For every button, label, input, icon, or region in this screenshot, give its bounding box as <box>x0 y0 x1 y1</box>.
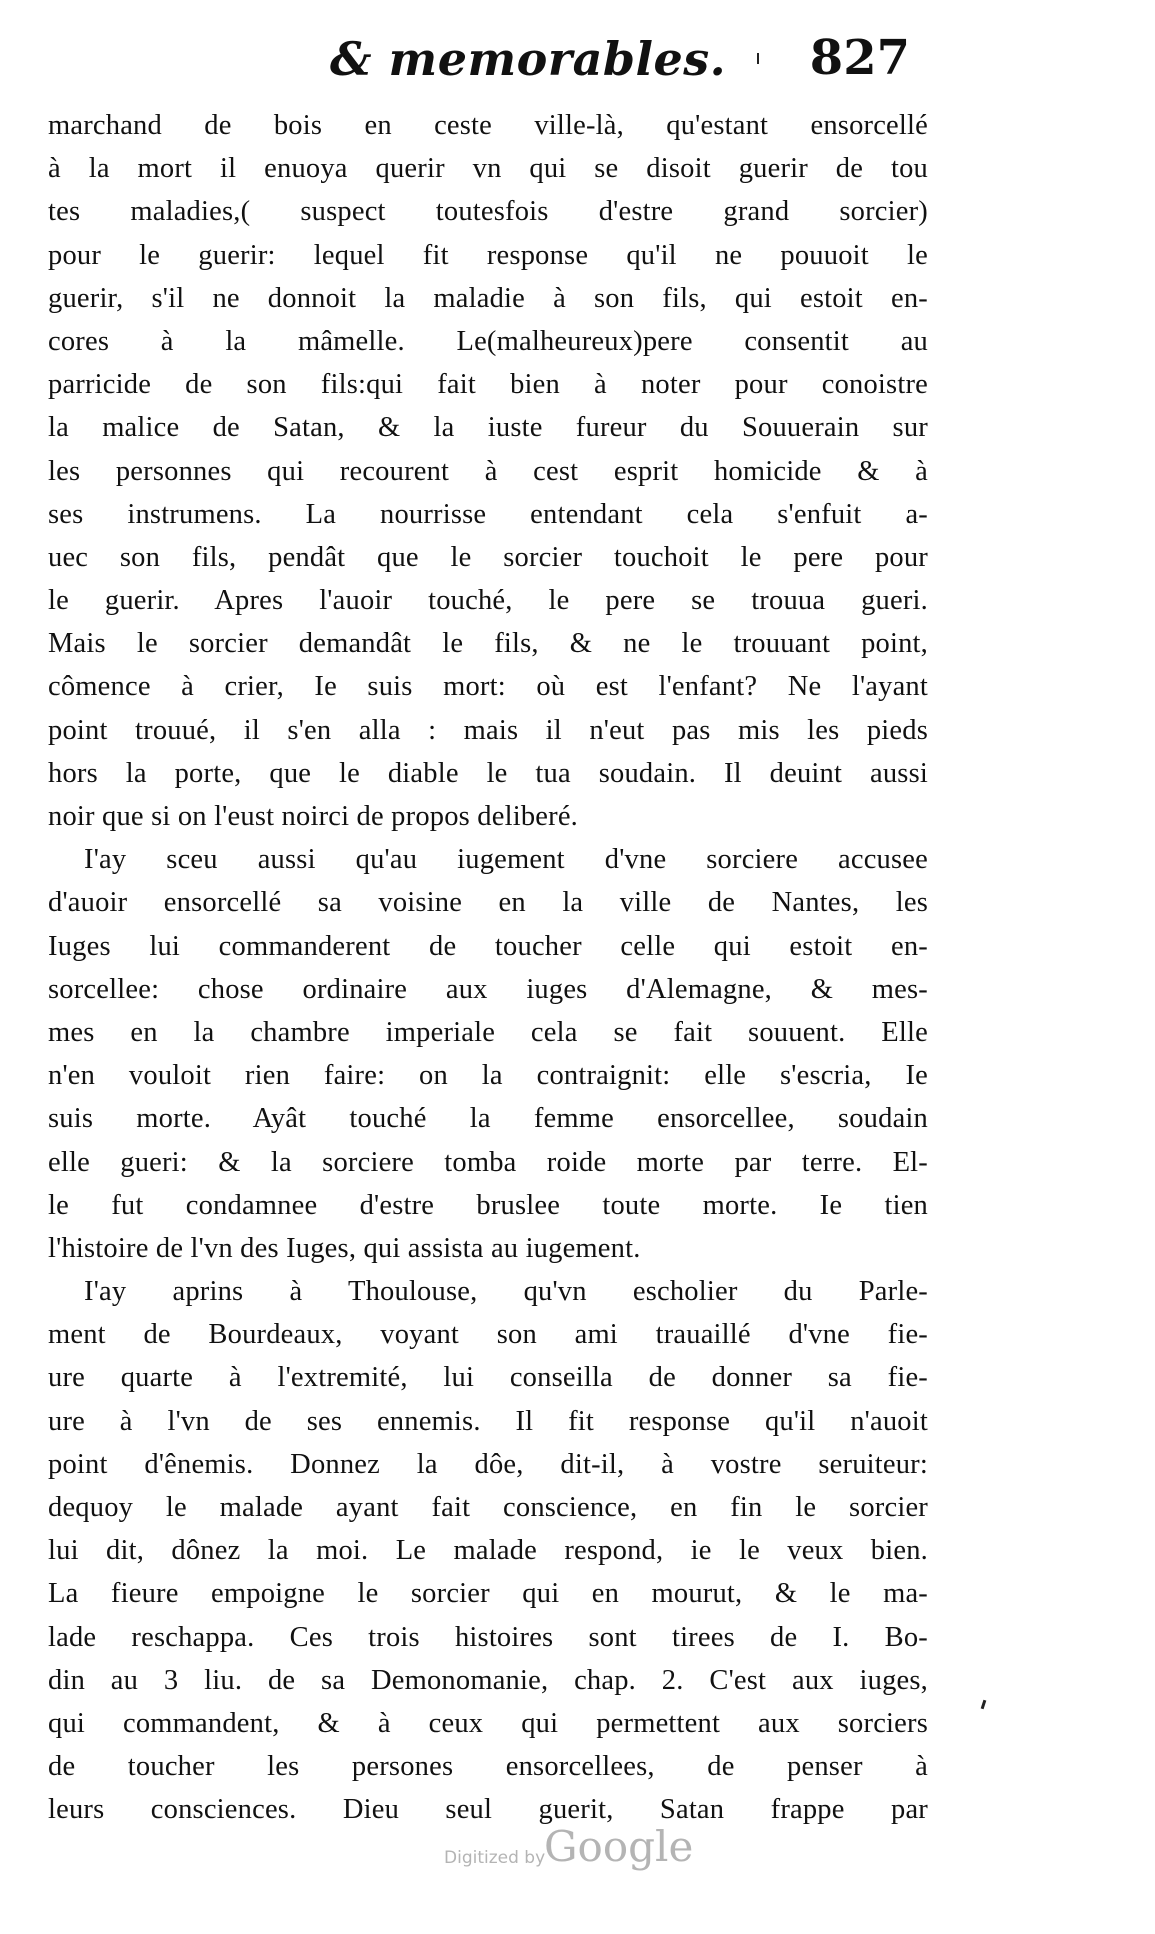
paragraph-start-line: I'ay aprins à Thoulouse, qu'vn escholier du Parle- <box>84 1276 928 1308</box>
text-line: din au 3 liu. de sa Demonomanie, chap. 2. C'est aux iuges, <box>48 1664 928 1696</box>
text-line: parricide de son fils:qui fait bien à noter pour conoistre <box>48 369 928 401</box>
text-line: uec son fils, pendât que le sorcier touchoit le pere pour <box>48 541 928 573</box>
text-line: pour le guerir: lequel fit response qu'il ne pouuoit le <box>48 239 928 271</box>
text-line: cores à la mâmelle. Le(malheureux)pere consentit au <box>48 325 928 357</box>
digitization-watermark <box>444 1822 724 1882</box>
text-line: d'auoir ensorcellé sa voisine en la ville de Nantes, les <box>48 887 928 919</box>
text-line: marchand de bois en ceste ville-là, qu'estant ensorcellé <box>48 110 928 141</box>
ink-speck <box>981 1700 987 1709</box>
text-line: ure quarte à l'extremité, lui conseilla de donner sa fie- <box>48 1362 928 1394</box>
text-line: dequoy le malade ayant fait conscience, en fin le sorcier <box>48 1492 928 1523</box>
text-line: Iuges lui commanderent de toucher celle qui estoit en- <box>48 930 928 962</box>
text-line: de toucher les persones ensorcellees, de penser à <box>48 1751 928 1783</box>
text-line: leurs consciences. Dieu seul guerit, Satan frappe par <box>48 1794 928 1826</box>
text-line: mes en la chambre imperiale cela se fait souuent. Elle <box>48 1016 928 1048</box>
text-line: ses instrumens. La nourrisse entendant cela s'enfuit a- <box>48 498 928 530</box>
text-line: n'en vouloit rien faire: on la contraignit: elle s'escria, Ie <box>48 1060 928 1092</box>
running-head <box>330 28 910 98</box>
text-line: tes maladies,( suspect toutesfois d'estre grand sorcier) <box>48 196 928 228</box>
text-line: lui dit, dônez la moi. Le malade respond, ie le veux bien. <box>48 1535 928 1567</box>
text-line: lade reschappa. Ces trois histoires sont tirees de I. Bo- <box>48 1621 928 1653</box>
text-line: suis morte. Ayât touché la femme ensorcellee, soudain <box>48 1103 928 1135</box>
text-line: les personnes qui recourent à cest esprit homicide & à <box>48 455 928 487</box>
text-line: La fieure empoigne le sorcier qui en mourut, & le ma- <box>48 1578 928 1610</box>
text-line: guerir, s'il ne donnoit la maladie à son fils, qui estoit en- <box>48 282 928 314</box>
text-line: cômence à crier, Ie suis mort: où est l'enfant? Ne l'ayant <box>48 671 928 703</box>
text-line: hors la porte, que le diable le tua soudain. Il deuint aussi <box>48 757 928 789</box>
text-line: le fut condamnee d'estre bruslee toute morte. Ie tien <box>48 1189 928 1221</box>
body-text <box>48 104 928 1832</box>
text-line: la malice de Satan, & la iuste fureur du Souuerain sur <box>48 412 928 444</box>
text-line: à la mort il enuoya querir vn qui se disoit guerir de tou <box>48 153 928 185</box>
ink-speck <box>757 53 759 64</box>
text-line: noir que si on l'eust noirci de propos deliberé. <box>48 801 578 832</box>
watermark-brand: Google <box>544 1822 694 1871</box>
watermark-prefix: Digitized by <box>444 1848 546 1868</box>
text-line: le guerir. Apres l'auoir touché, le pere se trouua gueri. <box>48 585 928 617</box>
text-line: sorcellee: chose ordinaire aux iuges d'Alemagne, & mes- <box>48 973 928 1005</box>
text-line: qui commandent, & à ceux qui permettent aux sorciers <box>48 1707 928 1739</box>
text-line: elle gueri: & la sorciere tomba roide morte par terre. El- <box>48 1146 928 1178</box>
text-line: Mais le sorcier demandât le fils, & ne le trouuant point, <box>48 628 928 660</box>
text-line: ment de Bourdeaux, voyant son ami trauaillé d'vne fie- <box>48 1319 928 1351</box>
text-line: point d'ênemis. Donnez la dôe, dit-il, à vostre seruiteur: <box>48 1448 928 1480</box>
text-line: ure à l'vn de ses ennemis. Il fit response qu'il n'auoit <box>48 1405 928 1437</box>
paragraph-start-line: I'ay sceu aussi qu'au iugement d'vne sorciere accusee <box>84 844 928 876</box>
text-line: point trouué, il s'en alla : mais il n'eut pas mis les pieds <box>48 714 928 746</box>
text-line: l'histoire de l'vn des Iuges, qui assista au iugement. <box>48 1232 641 1264</box>
page-number: 827 <box>809 30 910 86</box>
running-title: & memorables. <box>330 32 727 86</box>
